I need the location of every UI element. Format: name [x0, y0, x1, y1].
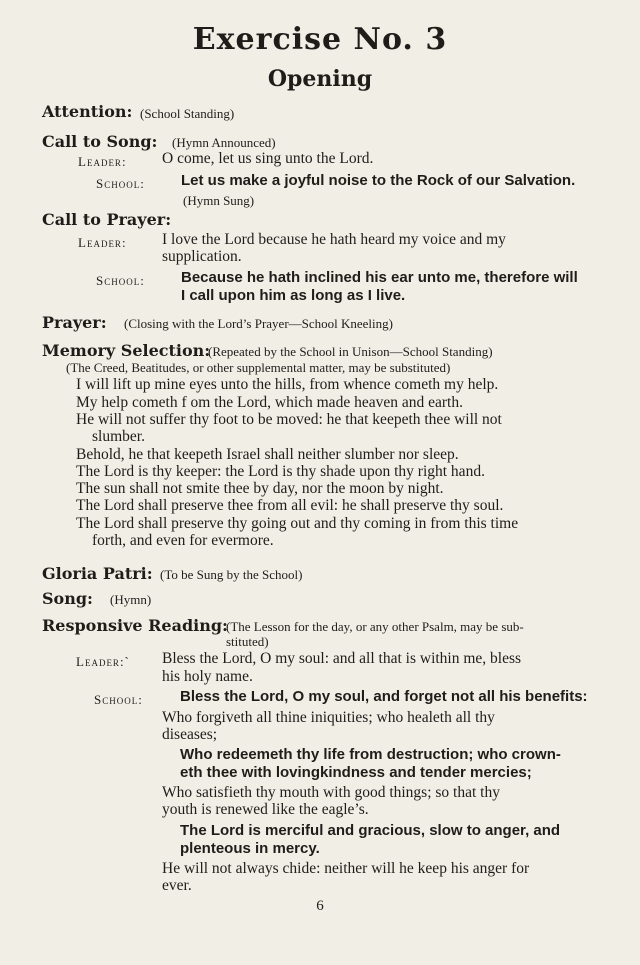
memory-selection-note: (Repeated by the School in Unison—School Standing) [208, 344, 493, 359]
school-label: School: [94, 692, 143, 707]
verse-line: The Lord shall preserve thee from all evil: he shall preserve thy soul. [76, 497, 504, 514]
hymn-sung-note: (Hymn Sung) [183, 193, 255, 208]
responsive-reading-note: (The Lesson for the day, or any other Psalm, may be sub- [226, 619, 524, 634]
school-line: I call upon him as long as I live. [181, 287, 406, 304]
memory-selection-note-2: (The Creed, Beatitudes, or other supplemental matter, may be substituted) [66, 360, 451, 375]
school-line: plenteous in mercy. [180, 840, 320, 857]
leader-line: O come, let us sing unto the Lord. [162, 150, 374, 167]
memory-selection-heading: Memory Selection: [42, 341, 211, 360]
school-line: eth thee with lovingkindness and tender mercies; [180, 764, 532, 781]
gloria-patri-heading: Gloria Patri: [42, 564, 153, 583]
call-to-song-heading: Call to Song: [42, 132, 158, 151]
page-number: 6 [316, 898, 324, 914]
school-label: School: [96, 273, 145, 288]
verse-line: slumber. [92, 428, 145, 445]
school-line: Let us make a joyful noise to the Rock of our Salvation. [181, 172, 576, 189]
call-to-song-note: (Hymn Announced) [172, 135, 276, 150]
school-line: The Lord is merciful and gracious, slow to anger, and [180, 822, 561, 839]
leader-line: ever. [162, 877, 192, 894]
prayer-note: (Closing with the Lord’s Prayer—School Kneeling) [124, 316, 393, 331]
section-subtitle: Opening [267, 66, 373, 92]
leader-label: Leader: [78, 154, 127, 169]
school-label: School: [96, 176, 145, 191]
school-line: Bless the Lord, O my soul, and forget not all his benefits: [180, 688, 588, 705]
leader-line: supplication. [162, 248, 242, 265]
leader-line: He will not always chide: neither will he keep his anger for [162, 860, 530, 877]
leader-line: Bless the Lord, O my soul: and all that is within me, bless [162, 650, 522, 667]
leader-line: youth is renewed like the eagle’s. [162, 801, 369, 818]
gloria-patri-note: (To be Sung by the School) [160, 567, 303, 582]
song-note: (Hymn) [110, 592, 152, 607]
school-line: Who redeemeth thy life from destruction; who crown- [180, 746, 561, 763]
verse-line: The sun shall not smite thee by day, nor the moon by night. [76, 480, 444, 497]
leader-line: I love the Lord because he hath heard my voice and my [162, 231, 506, 248]
leader-line: Who forgiveth all thine iniquities; who healeth all thy [162, 709, 495, 726]
verse-line: The Lord is thy keeper: the Lord is thy shade upon thy right hand. [76, 463, 485, 480]
attention-note: (School Standing) [140, 106, 235, 121]
attention-heading: Attention: [42, 102, 133, 121]
verse-line: I will lift up mine eyes unto the hills, from whence cometh my help. [76, 376, 499, 393]
verse-line: The Lord shall preserve thy going out and thy coming in from this time [76, 515, 519, 532]
verse-line: forth, and even for evermore. [92, 532, 274, 549]
verse-line: He will not suffer thy foot to be moved: he that keepeth thee will not [76, 411, 502, 428]
page-title: Exercise No. 3 [192, 22, 448, 57]
responsive-reading-heading: Responsive Reading: [42, 616, 228, 635]
leader-line: Who satisfieth thy mouth with good things; so that thy [162, 784, 500, 801]
leader-label: Leader:` [76, 654, 130, 669]
leader-label: Leader: [78, 235, 127, 250]
responsive-reading-note: stituted) [226, 634, 269, 649]
leader-line: diseases; [162, 726, 218, 743]
verse-line: My help cometh f om the Lord, which made heaven and earth. [76, 394, 463, 411]
call-to-prayer-heading: Call to Prayer: [42, 210, 172, 229]
prayer-heading: Prayer: [42, 313, 107, 332]
school-line: Because he hath inclined his ear unto me, therefore will [181, 269, 578, 286]
leader-line: his holy name. [162, 668, 253, 685]
song-heading: Song: [42, 589, 93, 608]
verse-line: Behold, he that keepeth Israel shall neither slumber nor sleep. [76, 446, 459, 463]
